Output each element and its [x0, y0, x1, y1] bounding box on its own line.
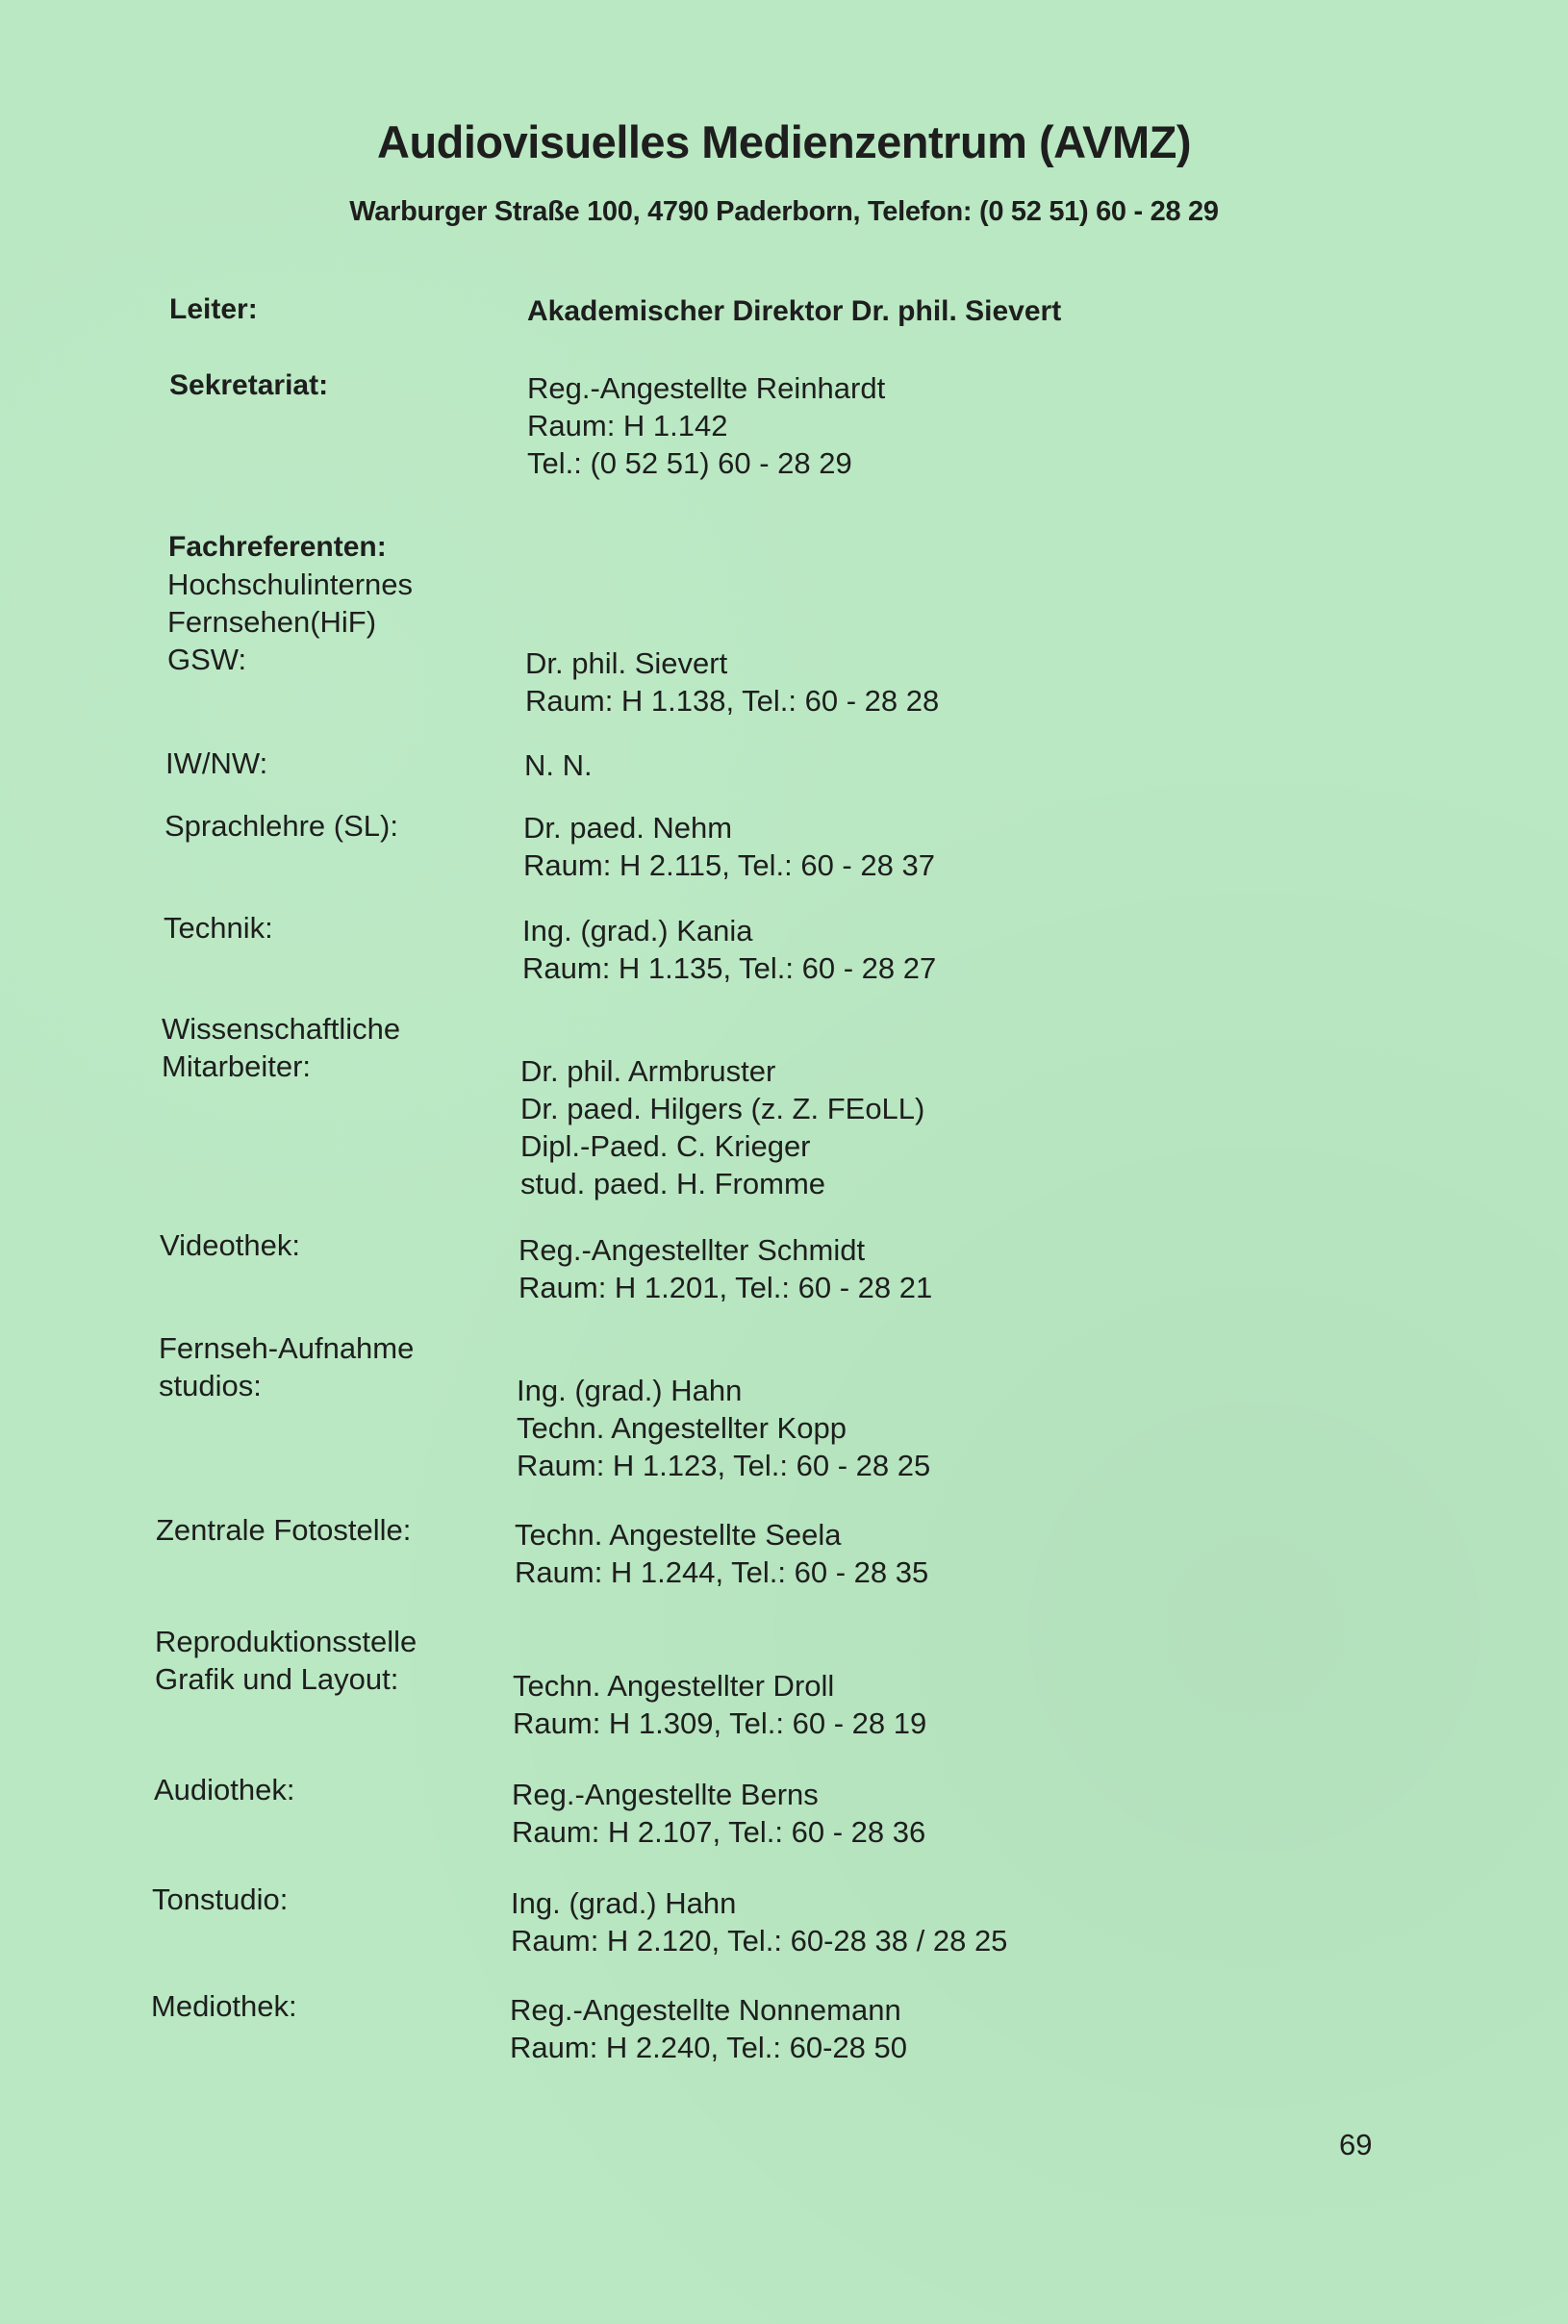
entry-label-line: Sprachlehre (SL): [164, 809, 398, 843]
entry-label-line: Videothek: [160, 1228, 300, 1262]
entry-label [165, 745, 267, 782]
entry-label [164, 807, 398, 845]
entry-label-line: Grafik und Layout: [155, 1662, 399, 1696]
leiter-value: Akademischer Direktor Dr. phil. Sievert [527, 295, 1062, 327]
entry-line: Ing. (grad.) Kania [522, 914, 753, 947]
entry-line: Raum: H 2.120, Tel.: 60-28 38 / 28 25 [511, 1924, 1008, 1958]
fachreferenten-line: Dr. phil. Sievert [525, 646, 728, 680]
entry-label [156, 1511, 411, 1549]
entry-line: Techn. Angestellte Seela [515, 1518, 842, 1552]
entry-line: Reg.-Angestellter Schmidt [518, 1233, 866, 1267]
entry-label [155, 1623, 417, 1698]
entry-label-line: Mediothek: [151, 1989, 297, 2023]
entry-label-line: Fernseh-Aufnahme [159, 1331, 415, 1365]
address-line: Warburger Straße 100, 4790 Paderborn, Telefon: (0 52 51) 60 - 28 29 [349, 196, 1219, 227]
entry-label [164, 909, 273, 947]
entry-line: Ing. (grad.) Hahn [511, 1886, 737, 1920]
fachreferenten-value [525, 644, 939, 720]
entry-label [151, 1987, 297, 2025]
entry-value [512, 1776, 925, 1851]
leiter-label: Leiter: [169, 293, 258, 325]
fachreferenten-line: Raum: H 1.138, Tel.: 60 - 28 28 [525, 684, 940, 718]
entry-line: Dr. phil. Armbruster [520, 1054, 776, 1088]
sekretariat-line: Reg.-Angestellte Reinhardt [527, 371, 886, 405]
entry-value [523, 809, 935, 884]
page-title: Audiovisuelles Medienzentrum (AVMZ) [377, 116, 1191, 167]
sekretariat-line: Tel.: (0 52 51) 60 - 28 29 [527, 446, 852, 480]
entry-label [154, 1771, 295, 1808]
entry-line: Raum: H 1.123, Tel.: 60 - 28 25 [517, 1449, 931, 1482]
page-number: 69 [1339, 2128, 1373, 2161]
entry-line: Raum: H 1.309, Tel.: 60 - 28 19 [513, 1706, 927, 1740]
entry-label-line: Audiothek: [154, 1773, 295, 1806]
entry-value [515, 1516, 928, 1591]
entry-label-line: Zentrale Fotostelle: [156, 1513, 412, 1547]
entry-line: Ing. (grad.) Hahn [517, 1374, 743, 1407]
entry-label-line: studios: [159, 1369, 262, 1402]
fachreferenten-sublabel-line: Fernsehen(HiF) [167, 605, 377, 639]
fachreferenten-sublabel-line: Hochschulinternes [167, 568, 414, 601]
entry-value [524, 746, 593, 784]
entry-value [520, 1052, 924, 1202]
entry-line: Dipl.-Paed. C. Krieger [520, 1129, 811, 1163]
entry-label-line: Technik: [164, 911, 273, 945]
entry-value [511, 1884, 1007, 1959]
entry-label [159, 1329, 414, 1404]
fachreferenten-sublabel [167, 566, 413, 678]
entry-line: Reg.-Angestellte Nonnemann [510, 1993, 901, 2027]
entry-value [522, 912, 936, 987]
entry-line: Techn. Angestellter Kopp [517, 1411, 847, 1445]
entry-line: Raum: H 2.115, Tel.: 60 - 28 37 [523, 848, 935, 882]
entry-value [518, 1231, 932, 1306]
sekretariat-line: Raum: H 1.142 [527, 409, 728, 442]
entry-label [160, 1226, 300, 1264]
entry-line: Raum: H 1.244, Tel.: 60 - 28 35 [515, 1555, 929, 1589]
entry-label [162, 1010, 400, 1085]
entry-line: Techn. Angestellter Droll [513, 1669, 835, 1703]
fachreferenten-heading: Fachreferenten: [168, 531, 387, 563]
entry-label-line: Wissenschaftliche [162, 1012, 401, 1046]
sekretariat-label: Sekretariat: [169, 369, 329, 401]
entry-line: stud. paed. H. Fromme [520, 1167, 826, 1200]
entry-label-line: IW/NW: [165, 746, 268, 780]
entry-line: Reg.-Angestellte Berns [512, 1778, 819, 1811]
entry-line: Dr. paed. Nehm [523, 811, 733, 845]
entry-line: N. N. [524, 748, 593, 782]
entry-label-line: Tonstudio: [152, 1882, 289, 1916]
entry-line: Raum: H 2.240, Tel.: 60-28 50 [510, 2031, 908, 2064]
entry-line: Dr. paed. Hilgers (z. Z. FEoLL) [520, 1092, 925, 1125]
sekretariat-value [527, 369, 885, 482]
entry-label-line: Reproduktionsstelle [155, 1625, 417, 1658]
entry-value [517, 1372, 930, 1484]
entry-line: Raum: H 2.107, Tel.: 60 - 28 36 [512, 1815, 926, 1849]
entry-label [152, 1881, 288, 1918]
fachreferenten-sublabel-line: GSW: [167, 643, 247, 676]
entry-line: Raum: H 1.135, Tel.: 60 - 28 27 [522, 951, 937, 985]
entry-value [513, 1667, 926, 1742]
entry-label-line: Mitarbeiter: [162, 1049, 312, 1083]
entry-line: Raum: H 1.201, Tel.: 60 - 28 21 [518, 1271, 933, 1304]
entry-value [510, 1991, 907, 2066]
